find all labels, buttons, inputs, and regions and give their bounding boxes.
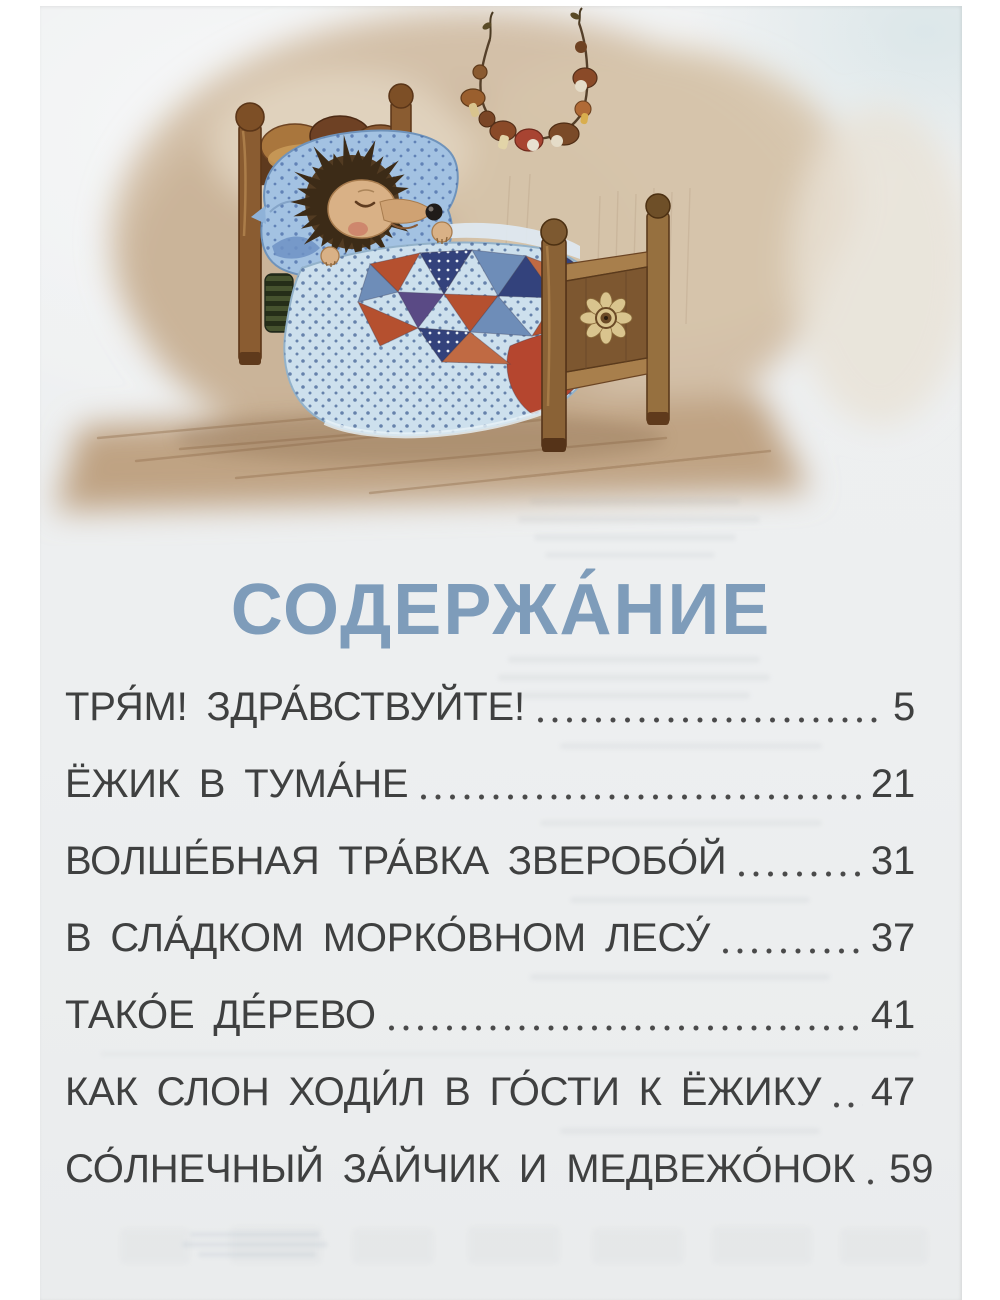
toc-entry-label: ЁЖИК В ТУМА́НЕ [65,762,409,806]
toc-entry-ezhik-v-tumane [65,761,915,807]
hedgehog-sleeping-in-bed-illustration [40,6,962,546]
toc-page-number: 41 [870,993,915,1037]
toc-entry-label: ВОЛШЕ́БНАЯ ТРА́ВКА ЗВЕРОБО́Й [65,839,727,883]
toc-entry-v-sladkom-morkovnom-lesu [65,915,915,961]
toc-page-number: 59 [889,1147,934,1191]
leader-dots [738,870,862,878]
toc-page-number: 31 [870,839,915,883]
toc-entry-label: КАК СЛОН ХОДИ́Л В ГО́СТИ К ЁЖИКУ [65,1070,822,1114]
leader-dots [388,1024,863,1032]
hedgehog-nose [426,204,443,221]
leader-dots [867,1178,881,1186]
toc-entry-takoe-derevo [65,992,915,1038]
rosy-cheek [348,222,368,236]
toc-entry-label: В СЛА́ДКОМ МОРКО́ВНОМ ЛЕСУ́ [65,916,711,960]
carved-flower-rosette [580,292,632,344]
toc-entry-kak-slon-hodil-v-gosti [65,1069,915,1115]
leader-dots [722,947,863,955]
leader-dots [537,716,885,724]
toc-entry-label: СО́ЛНЕЧНЫЙ ЗА́ЙЧИК И МЕДВЕЖО́НОК [65,1147,856,1191]
toc-entry-solnechny-zaychik [65,1146,934,1192]
toc-entry-label: ТРЯ́М! ЗДРА́ВСТВУЙТЕ! [65,685,525,729]
table-of-contents [65,684,934,1223]
leader-dots [833,1101,863,1109]
toc-page-number: 37 [870,916,915,960]
toc-page-number: 21 [870,762,915,806]
toc-page-number: 47 [870,1070,915,1114]
toc-page-number: 5 [892,685,915,729]
leader-dots [420,793,863,801]
toc-entry-tryam-zdravstvuyte [65,684,915,730]
toc-entry-volshebnaya-travka [65,838,915,884]
contents-title: СОДЕРЖА́НИЕ [230,570,772,650]
page-sheet [40,6,962,1300]
toc-entry-label: ТАКО́Е ДЕ́РЕВО [65,993,376,1037]
